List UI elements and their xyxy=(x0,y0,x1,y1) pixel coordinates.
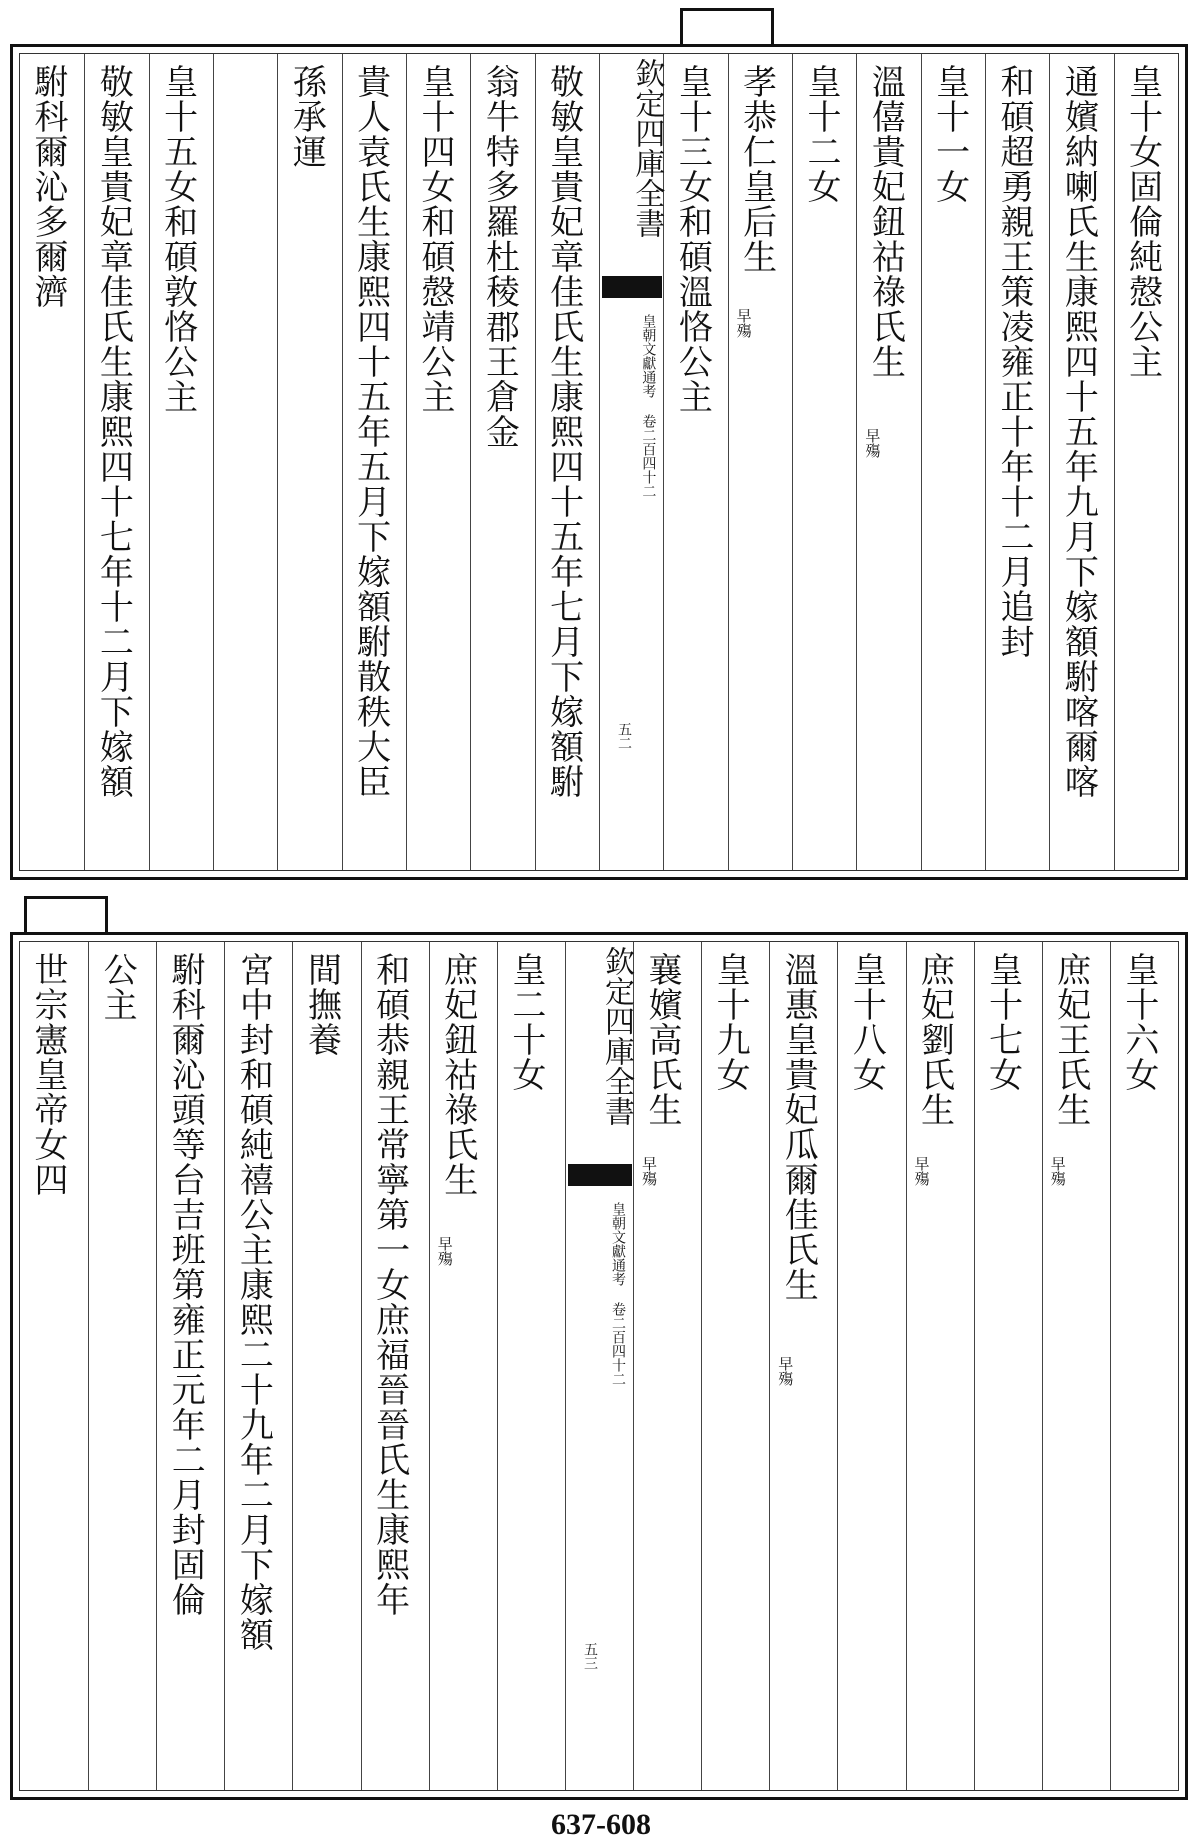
bottom-column xyxy=(974,942,1043,1790)
top-text-column: 敬敏皇貴妃章佳氏生康熙四十五年七月下嫁額駙 xyxy=(543,64,584,799)
top-column xyxy=(84,54,149,870)
bottom-text-column: 世宗憲皇帝女四 xyxy=(28,952,68,1197)
top-text-column: 孝恭仁皇后生 xyxy=(736,64,777,274)
top-column xyxy=(1114,54,1179,870)
top-page-frame xyxy=(19,53,1179,871)
bottom-small-note: 早殤 xyxy=(1048,1156,1067,1186)
top-column xyxy=(342,54,407,870)
top-column xyxy=(20,54,84,870)
bottom-column xyxy=(429,942,498,1790)
bottom-text-column: 庶妃劉氏生 xyxy=(914,952,955,1127)
top-fold-subtitle: 皇朝文獻通考 卷二百四十二 xyxy=(640,314,657,498)
top-text-column: 和碩超勇親王策凌雍正十年十二月追封 xyxy=(994,64,1034,659)
bottom-column xyxy=(701,942,770,1790)
page-number: 637-608 xyxy=(551,1808,651,1841)
bottom-text-column: 襄嬪高氏生 xyxy=(642,952,683,1127)
bottom-column xyxy=(156,942,225,1790)
bottom-column xyxy=(1042,942,1111,1790)
top-column xyxy=(921,54,986,870)
bottom-fold-page: 五三 xyxy=(581,1642,598,1670)
top-center-fold xyxy=(600,54,664,870)
bottom-column xyxy=(361,942,430,1790)
top-column xyxy=(277,54,342,870)
top-text-column: 通嬪納喇氏生康熙四十五年九月下嫁額駙喀爾喀 xyxy=(1058,64,1099,799)
bottom-small-note: 早殤 xyxy=(912,1156,931,1186)
top-column xyxy=(728,54,793,870)
bottom-small-note: 早殤 xyxy=(776,1356,795,1386)
top-text-column: 孫承運 xyxy=(286,64,327,169)
top-text-column: 溫僖貴妃鈕祜祿氏生 xyxy=(865,64,906,379)
bottom-column xyxy=(292,942,361,1790)
bottom-text-column: 皇十七女 xyxy=(982,952,1023,1092)
top-text-column: 皇十女固倫純慤公主 xyxy=(1122,64,1163,379)
bottom-fold-title: 欽定四庫全書 xyxy=(599,946,635,1126)
top-text-column: 皇十四女和碩慤靖公主 xyxy=(415,64,455,414)
top-text-column: 皇十二女 xyxy=(801,64,841,204)
top-page xyxy=(10,44,1188,880)
bottom-center-fold xyxy=(566,942,634,1790)
top-text-column: 皇十五女和碩敦恪公主 xyxy=(157,64,198,414)
bottom-column xyxy=(497,942,566,1790)
bottom-column xyxy=(224,942,293,1790)
bottom-fold-subtitle: 皇朝文獻通考 卷二百四十二 xyxy=(610,1202,627,1386)
bottom-column xyxy=(1110,942,1179,1790)
bottom-text-column: 間撫養 xyxy=(301,952,342,1057)
top-small-note: 早殤 xyxy=(863,428,882,458)
bottom-column xyxy=(769,942,838,1790)
bottom-small-note: 早殤 xyxy=(640,1156,659,1186)
top-text-column: 皇十一女 xyxy=(929,64,970,204)
bottom-small-note: 早殤 xyxy=(435,1236,454,1266)
bottom-column xyxy=(565,942,634,1790)
top-column xyxy=(406,54,471,870)
bottom-text-column: 駙科爾沁頭等台吉班第雍正元年二月封固倫 xyxy=(165,952,206,1617)
top-text-column: 駙科爾沁多爾濟 xyxy=(28,64,68,309)
top-fish-tail-upper xyxy=(602,276,662,298)
bottom-column xyxy=(20,942,88,1790)
bottom-text-column: 溫惠皇貴妃瓜爾佳氏生 xyxy=(778,952,819,1302)
bottom-text-column: 公主 xyxy=(97,952,138,1022)
top-column xyxy=(599,54,664,870)
bottom-text-column: 皇十六女 xyxy=(1118,952,1159,1092)
bottom-column xyxy=(906,942,975,1790)
bottom-column xyxy=(88,942,157,1790)
bottom-text-column: 皇十九女 xyxy=(710,952,751,1092)
bottom-column xyxy=(837,942,906,1790)
top-column xyxy=(535,54,600,870)
bottom-text-column: 庶妃王氏生 xyxy=(1050,952,1091,1127)
bottom-text-column: 和碩恭親王常寧第一女庶福晉晉氏生康熙年 xyxy=(369,952,410,1617)
top-text-column: 皇十三女和碩溫恪公主 xyxy=(672,64,713,414)
bottom-text-column: 皇十八女 xyxy=(846,952,887,1092)
top-column xyxy=(792,54,857,870)
top-text-column: 翁牛特多羅杜稜郡王倉金 xyxy=(479,64,520,449)
bottom-text-column: 皇二十女 xyxy=(505,952,546,1092)
top-fold-title: 欽定四庫全書 xyxy=(629,58,665,238)
top-column xyxy=(663,54,728,870)
top-text-column: 敬敏皇貴妃章佳氏生康熙四十七年十二月下嫁額 xyxy=(93,64,134,799)
top-small-note: 早殤 xyxy=(734,308,753,338)
bottom-page xyxy=(10,932,1188,1800)
top-column xyxy=(149,54,214,870)
top-text-column: 貴人袁氏生康熙四十五年五月下嫁額駙散秩大臣 xyxy=(350,64,391,799)
top-fold-page: 五二 xyxy=(616,722,632,750)
top-column xyxy=(985,54,1050,870)
bottom-text-column: 庶妃鈕祜祿氏生 xyxy=(437,952,478,1197)
top-column xyxy=(213,54,278,870)
top-column xyxy=(856,54,921,870)
bottom-fish-tail-upper xyxy=(568,1164,632,1186)
top-column xyxy=(470,54,535,870)
bottom-page-frame xyxy=(19,941,1179,1791)
bottom-text-column: 宮中封和碩純禧公主康熙二十九年二月下嫁額 xyxy=(233,952,274,1652)
bottom-column xyxy=(633,942,702,1790)
top-column xyxy=(1049,54,1114,870)
